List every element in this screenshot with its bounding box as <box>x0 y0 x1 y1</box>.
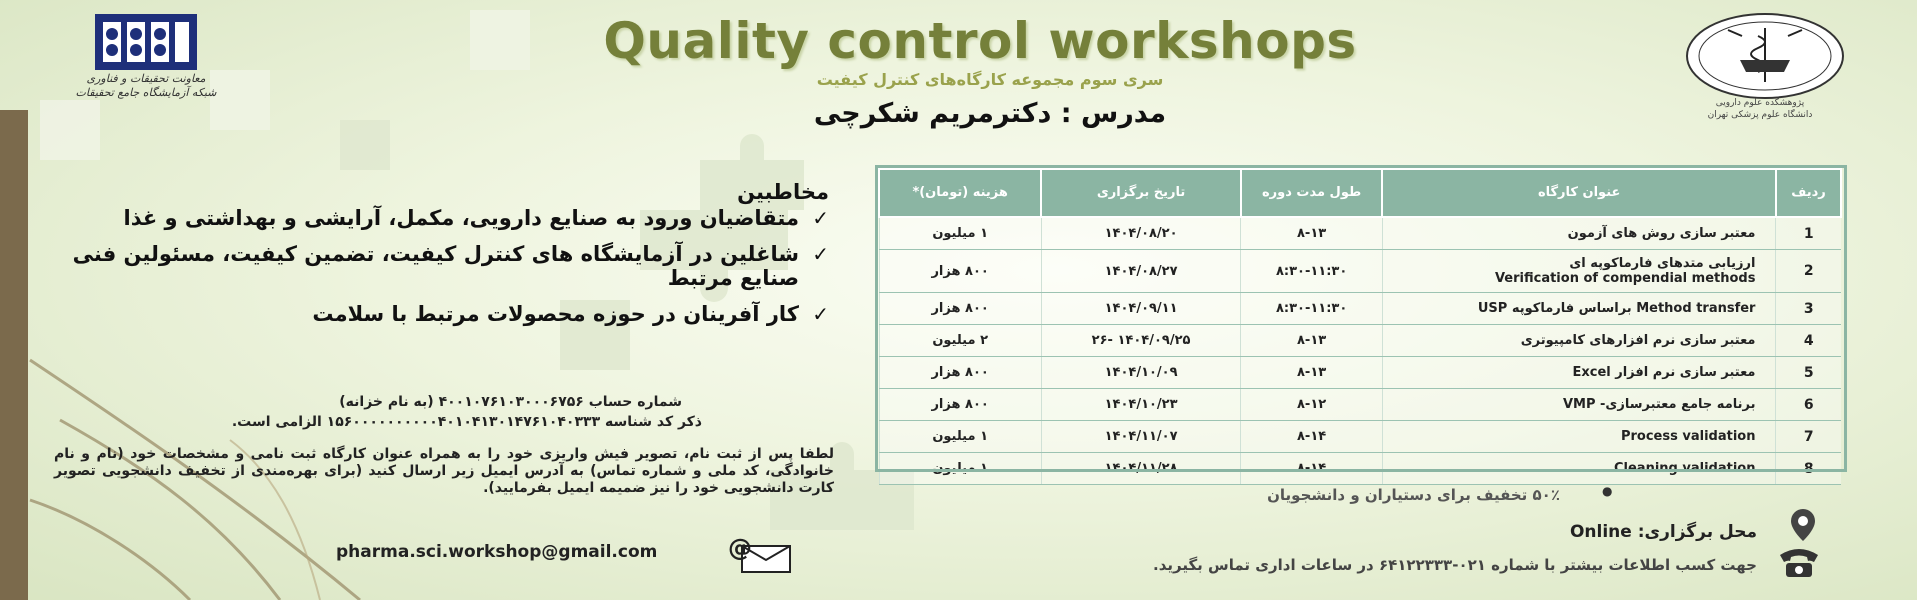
cost: ۸۰۰ هزار <box>879 250 1041 293</box>
workshop-title: معتبر سازی روش های آزمون <box>1382 217 1776 250</box>
table-row <box>879 293 1841 325</box>
date: ۱۴۰۴/۱۱/۲۸ <box>1041 453 1241 485</box>
cost: ۱ میلیون <box>879 217 1041 250</box>
account-number: شماره حساب ۴۰۰۱۰۷۶۱۰۳۰۰۰۶۷۵۶ (به نام خزانه) <box>339 394 682 410</box>
left-logo-caption-2: شبکه آزمایشگاه جامع تحقیقات <box>75 86 217 99</box>
workshop-title: Method transfer براساس فارماکوپه USP <box>1382 293 1776 325</box>
left-accent-bar <box>0 110 28 600</box>
duration: ۸:۳۰-۱۱:۳۰ <box>1241 250 1383 293</box>
row-number: 8 <box>1776 453 1841 485</box>
poster-title: Quality control workshops <box>603 12 1357 70</box>
table-header-row <box>879 169 1841 217</box>
left-logo <box>66 12 226 100</box>
workshop-title <box>1382 250 1776 293</box>
email-envelope-icon <box>728 534 794 574</box>
pharma-university-logo-icon <box>1680 10 1850 100</box>
date: ۱۴۰۴/۰۹/۱۱ <box>1041 293 1241 325</box>
duration: ۸-۱۴ <box>1241 421 1383 453</box>
venue-info <box>1570 522 1757 542</box>
date: ۱۴۰۴/۰۸/۲۷ <box>1041 250 1241 293</box>
workshop-title: Cleaning validation <box>1382 453 1776 485</box>
cost: ۱ میلیون <box>879 421 1041 453</box>
row-number: 2 <box>1776 250 1841 293</box>
date: ۱۴۰۴/۰۸/۲۰ <box>1041 217 1241 250</box>
checkmark-icon: ✓ <box>812 242 829 266</box>
table-row <box>879 421 1841 453</box>
row-number: 3 <box>1776 293 1841 325</box>
workshop-title: Process validation <box>1382 421 1776 453</box>
bullet-icon: ● <box>1602 484 1613 498</box>
cost: ۸۰۰ هزار <box>879 357 1041 389</box>
right-logo-caption-1: پژوهشکده علوم دارویی <box>1715 98 1805 108</box>
duration: ۸-۱۳ <box>1241 217 1383 250</box>
list-item <box>39 206 829 230</box>
workshop-title: معتبر سازی نرم افزار Excel <box>1382 357 1776 389</box>
table-row <box>879 217 1841 250</box>
header-date: تاریخ برگزاری <box>1041 169 1241 217</box>
row-number: 1 <box>1776 217 1841 250</box>
registration-instructions: لطفا پس از ثبت نام، تصویر فیش واریزی خود را به همراه عنوان کارگاه ثبت نامی و مشخصات خود (نام و نام خانوادگی، کد ملی و شماره تماس) به آدرس ایمیل زیر ارسال کنید (برای بهره‌مندی از تخفیف دانشجویی تصویر کارت دانشجویی خود را نیز ضمیمه ایمیل بفرمایید). <box>54 446 834 496</box>
header-duration: طول مدت دوره <box>1241 169 1383 217</box>
cost: ۱ میلیون <box>879 453 1041 485</box>
table-row <box>879 453 1841 485</box>
duration: ۸-۱۴ <box>1241 453 1383 485</box>
list-item <box>39 242 829 290</box>
date: ۱۴۰۴/۱۰/۲۳ <box>1041 389 1241 421</box>
location-pin-icon <box>1786 507 1820 543</box>
cost: ۸۰۰ هزار <box>879 293 1041 325</box>
telephone-icon <box>1776 545 1822 579</box>
date: ۱۴۰۴/۰۹/۲۵ -۲۶ <box>1041 325 1241 357</box>
audience-item-text: کار آفرینان در حوزه محصولات مرتبط با سلامت <box>312 302 799 326</box>
table-row <box>879 325 1841 357</box>
account-identifier-note: ذکر کد شناسه ۱۵۶۰۰۰۰۰۰۰۰۰۰۴۰۱۰۴۱۳۰۱۴۷۶۱۰۴۰۳۳۳ الزامی است. <box>231 414 702 430</box>
table-row <box>879 250 1841 293</box>
header-cost: هزینه (تومان)* <box>879 169 1041 217</box>
audience-list <box>39 206 829 338</box>
email-contact <box>336 534 831 574</box>
header-row-number: ردیف <box>1776 169 1841 217</box>
table-row <box>879 357 1841 389</box>
table-row <box>879 389 1841 421</box>
discount-note: ۵۰٪ تخفیف برای دستیاران و دانشجویان <box>1267 486 1560 504</box>
date: ۱۴۰۴/۱۰/۰۹ <box>1041 357 1241 389</box>
duration: ۸:۳۰-۱۱:۳۰ <box>1241 293 1383 325</box>
schedule-table <box>878 168 1842 485</box>
header-workshop-title: عنوان کارگاه <box>1382 169 1776 217</box>
workshop-title: برنامه جامع معتبرسازی- VMP <box>1382 389 1776 421</box>
duration: ۸-۱۳ <box>1241 357 1383 389</box>
svg-text:@: @ <box>728 534 752 562</box>
venue-value: Online <box>1569 522 1632 542</box>
workshop-title-line2: Verification of compendial methods <box>1494 271 1756 286</box>
duration: ۸-۱۳ <box>1241 325 1383 357</box>
cost: ۲ میلیون <box>879 325 1041 357</box>
venue-label: محل برگزاری: <box>1637 522 1757 542</box>
date: ۱۴۰۴/۱۱/۰۷ <box>1041 421 1241 453</box>
duration: ۸-۱۲ <box>1241 389 1383 421</box>
research-network-logo-icon <box>93 12 199 72</box>
workshop-title: معتبر سازی نرم افزارهای کامپیوتری <box>1382 325 1776 357</box>
checkmark-icon: ✓ <box>812 206 829 230</box>
audience-item-text: شاغلین در آزمایشگاه های کنترل کیفیت، تضمین کیفیت، مسئولین فنی صنایع مرتبط <box>72 242 799 290</box>
list-item <box>39 302 829 326</box>
left-logo-caption-1: معاونت تحقیقات و فناوری <box>86 72 206 85</box>
workshop-schedule-table <box>878 168 1842 485</box>
row-number: 6 <box>1776 389 1841 421</box>
workshop-title-line1: ارزیابی متدهای فارماکوپه ای <box>1569 256 1756 271</box>
right-logo-caption-2: دانشگاه علوم پزشکی تهران <box>1707 110 1813 120</box>
audience-item-text: متقاضیان ورود به صنایع دارویی، مکمل، آرایشی و بهداشتی و غذا <box>123 206 799 230</box>
row-number: 5 <box>1776 357 1841 389</box>
contact-phone-info: جهت کسب اطلاعات بیشتر با شماره ۰۲۱-۶۴۱۲۲۳۳۳ در ساعات اداری تماس بگیرید. <box>1153 556 1757 574</box>
row-number: 4 <box>1776 325 1841 357</box>
cost: ۸۰۰ هزار <box>879 389 1041 421</box>
payment-account-info <box>0 392 702 432</box>
instructor-name: مدرس : دکترمریم شکرچی <box>813 98 1167 129</box>
email-address[interactable]: pharma.sci.workshop@gmail.com <box>336 542 658 562</box>
poster-subtitle: سری سوم مجموعه کارگاه‌های کنترل کیفیت <box>816 70 1164 89</box>
row-number: 7 <box>1776 421 1841 453</box>
audience-heading: مخاطبین <box>737 180 829 204</box>
right-logo <box>1680 10 1850 120</box>
checkmark-icon: ✓ <box>812 302 829 326</box>
